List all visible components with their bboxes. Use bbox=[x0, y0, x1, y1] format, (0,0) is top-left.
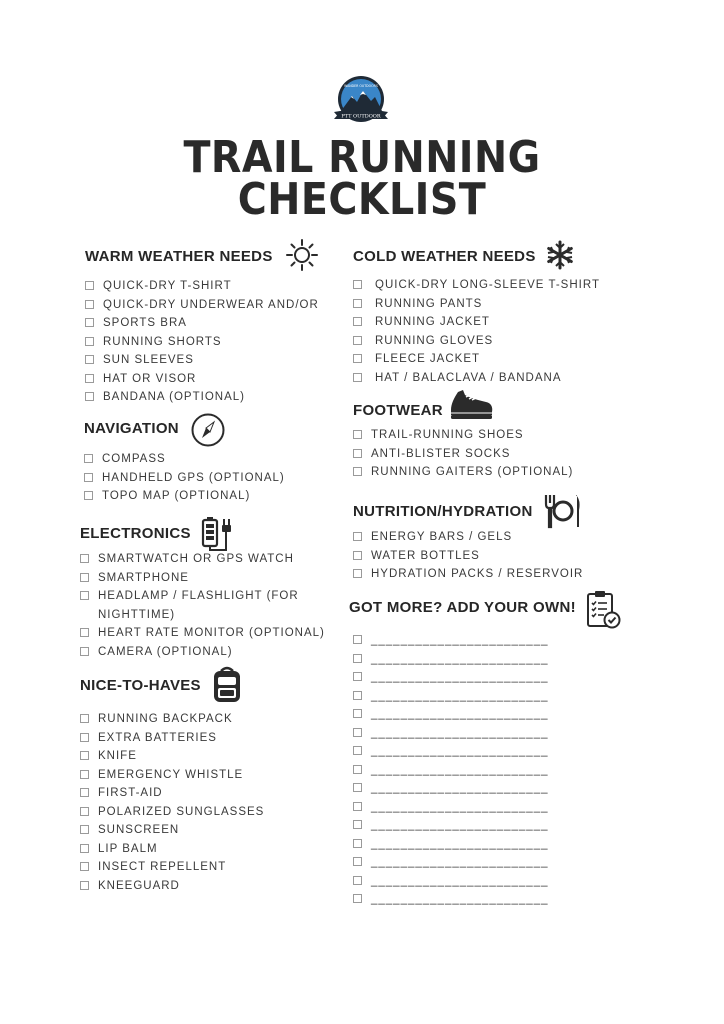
checklist bbox=[80, 550, 325, 661]
checklist-item[interactable]: RUNNING PANTS bbox=[353, 295, 600, 314]
checklist-item[interactable]: LIP BALM bbox=[80, 840, 264, 859]
checklist-item[interactable]: HYDRATION PACKS / RESERVOIR bbox=[353, 565, 583, 584]
section-heading: NUTRITION/HYDRATION bbox=[353, 503, 533, 520]
checklist-item[interactable]: KNIFE bbox=[80, 747, 264, 766]
checklist-item[interactable]: SMARTWATCH OR GPS WATCH bbox=[80, 550, 325, 569]
section-heading: FOOTWEAR bbox=[353, 402, 443, 419]
sun-icon bbox=[285, 238, 319, 272]
checklist-item[interactable]: SMARTPHONE bbox=[80, 569, 325, 588]
blank-lines-list bbox=[353, 631, 576, 909]
clipboard-checklist-icon bbox=[585, 589, 621, 629]
checklist-item[interactable]: POLARIZED SUNGLASSES bbox=[80, 803, 264, 822]
checklist-item[interactable]: BANDANA (OPTIONAL) bbox=[85, 388, 319, 407]
shoe-icon bbox=[448, 386, 494, 422]
checklist bbox=[80, 710, 264, 895]
blank-line[interactable]: ________________________ bbox=[353, 853, 576, 872]
section-electronics bbox=[80, 523, 325, 661]
checklist-item[interactable]: ANTI-BLISTER SOCKS bbox=[353, 445, 573, 464]
section-heading: GOT MORE? ADD YOUR OWN! bbox=[349, 599, 576, 616]
checklist-item[interactable]: RUNNING SHORTS bbox=[85, 333, 319, 352]
checklist-item[interactable]: RUNNING GAITERS (OPTIONAL) bbox=[353, 463, 573, 482]
checklist-item[interactable]: KNEEGUARD bbox=[80, 877, 264, 896]
checklist-item[interactable]: HEART RATE MONITOR (OPTIONAL) bbox=[80, 624, 325, 643]
brand-logo bbox=[330, 74, 392, 128]
checklist-item[interactable]: RUNNING JACKET bbox=[353, 313, 600, 332]
checklist-item[interactable]: TOPO MAP (OPTIONAL) bbox=[84, 487, 285, 506]
blank-line[interactable]: ________________________ bbox=[353, 724, 576, 743]
page-title-line-1: TRAIL RUNNING bbox=[183, 132, 541, 183]
checklist-item[interactable]: QUICK-DRY LONG-SLEEVE T-SHIRT bbox=[353, 276, 600, 295]
logo-bottom-text: PTT OUTDOOR bbox=[341, 113, 381, 120]
section-heading: NAVIGATION bbox=[84, 420, 179, 437]
blank-line[interactable]: ________________________ bbox=[353, 705, 576, 724]
checklist bbox=[353, 276, 600, 387]
checklist-item[interactable]: RUNNING GLOVES bbox=[353, 332, 600, 351]
checklist-item-continuation: NIGHTTIME) bbox=[98, 608, 176, 621]
blank-line[interactable]: ________________________ bbox=[353, 816, 576, 835]
section-navigation bbox=[84, 418, 285, 506]
logo-top-text: WANDER OUTDOORS bbox=[344, 84, 378, 88]
backpack-icon bbox=[210, 665, 244, 705]
checklist bbox=[85, 277, 319, 407]
checklist-item[interactable]: COMPASS bbox=[84, 450, 285, 469]
checklist-item[interactable]: CAMERA (OPTIONAL) bbox=[80, 643, 325, 662]
checklist-item[interactable]: HEADLAMP / FLASHLIGHT (FOR bbox=[80, 587, 325, 606]
checklist-item[interactable]: EMERGENCY WHISTLE bbox=[80, 766, 264, 785]
section-nutrition-hydration bbox=[353, 501, 583, 584]
compass-icon bbox=[190, 412, 226, 448]
blank-line[interactable]: ________________________ bbox=[353, 687, 576, 706]
blank-line[interactable]: ________________________ bbox=[353, 668, 576, 687]
section-warm-weather bbox=[85, 246, 319, 407]
section-nice-to-haves bbox=[80, 675, 264, 895]
checklist-item[interactable]: RUNNING BACKPACK bbox=[80, 710, 264, 729]
checklist-item[interactable]: HANDHELD GPS (OPTIONAL) bbox=[84, 469, 285, 488]
blank-line[interactable]: ________________________ bbox=[353, 761, 576, 780]
blank-line[interactable]: ________________________ bbox=[353, 798, 576, 817]
checklist-item[interactable]: SUN SLEEVES bbox=[85, 351, 319, 370]
checklist-item[interactable]: SUNSCREEN bbox=[80, 821, 264, 840]
battery-charger-icon bbox=[200, 514, 236, 552]
blank-line[interactable]: ________________________ bbox=[353, 779, 576, 798]
blank-line[interactable]: ________________________ bbox=[353, 650, 576, 669]
section-add-your-own bbox=[349, 597, 576, 909]
blank-line[interactable]: ________________________ bbox=[353, 742, 576, 761]
section-cold-weather bbox=[353, 246, 600, 387]
blank-line[interactable]: ________________________ bbox=[353, 890, 576, 909]
checklist-item[interactable]: FLEECE JACKET bbox=[353, 350, 600, 369]
checklist-item[interactable]: TRAIL-RUNNING SHOES bbox=[353, 426, 573, 445]
checklist bbox=[353, 426, 573, 482]
section-heading: ELECTRONICS bbox=[80, 525, 191, 542]
checklist-item[interactable]: HAT OR VISOR bbox=[85, 370, 319, 389]
plate-utensils-icon bbox=[543, 492, 583, 530]
section-heading: COLD WEATHER NEEDS bbox=[353, 248, 536, 265]
checklist bbox=[84, 450, 285, 506]
section-heading: WARM WEATHER NEEDS bbox=[85, 248, 273, 265]
checklist-item[interactable]: SPORTS BRA bbox=[85, 314, 319, 333]
snowflake-icon bbox=[545, 240, 575, 270]
blank-line[interactable]: ________________________ bbox=[353, 631, 576, 650]
blank-line[interactable]: ________________________ bbox=[353, 835, 576, 854]
checklist-item[interactable]: QUICK-DRY T-SHIRT bbox=[85, 277, 319, 296]
blank-line[interactable]: ________________________ bbox=[353, 872, 576, 891]
checklist-item[interactable]: HAT / BALACLAVA / BANDANA bbox=[353, 369, 600, 388]
checklist-item[interactable]: FIRST-AID bbox=[80, 784, 264, 803]
page-title-line-2: CHECKLIST bbox=[237, 174, 487, 225]
checklist-item[interactable]: QUICK-DRY UNDERWEAR AND/OR bbox=[85, 296, 319, 315]
checklist-item[interactable]: WATER BOTTLES bbox=[353, 547, 583, 566]
section-heading: NICE-TO-HAVES bbox=[80, 677, 201, 694]
checklist-item[interactable]: ENERGY BARS / GELS bbox=[353, 528, 583, 547]
checklist-item[interactable]: INSECT REPELLENT bbox=[80, 858, 264, 877]
checklist-item[interactable]: EXTRA BATTERIES bbox=[80, 729, 264, 748]
section-footwear bbox=[353, 400, 573, 482]
checklist bbox=[353, 528, 583, 584]
